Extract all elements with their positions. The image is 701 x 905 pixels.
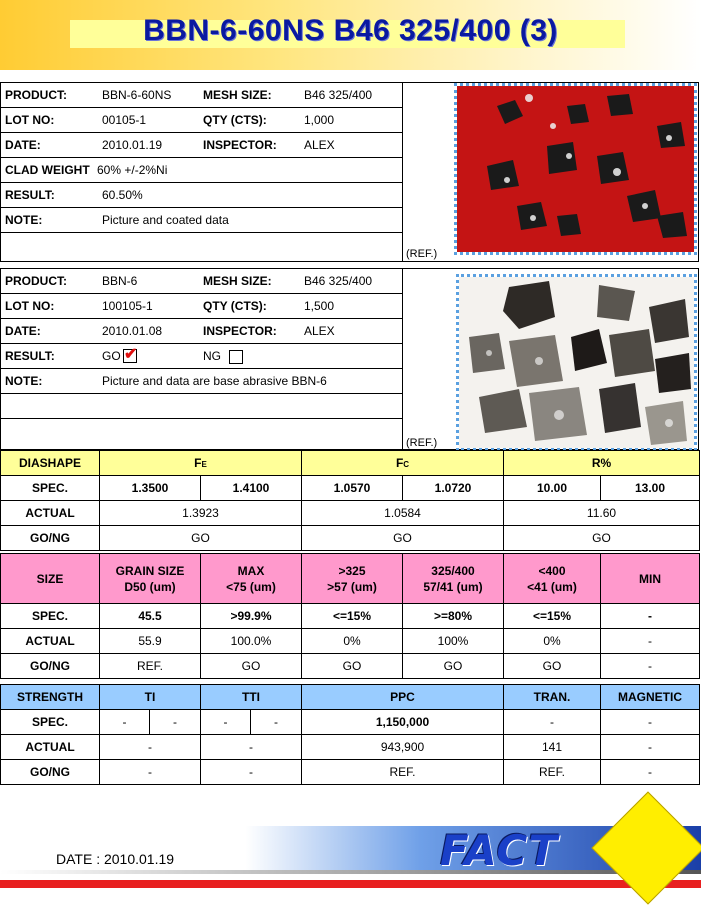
base-lot-label: LOT NO:	[5, 299, 55, 313]
base-result-label: RESULT:	[5, 349, 55, 363]
fact-logo: FACT	[440, 826, 558, 875]
note-value: Picture and coated data	[102, 213, 229, 227]
size-col-header	[403, 554, 504, 604]
base-note-value: Picture and data are base abrasive BBN-6	[102, 374, 327, 388]
r-header: R%	[504, 451, 700, 476]
actual-cell: 100%	[403, 629, 504, 654]
gong-cell: GO	[302, 654, 403, 679]
strength-header: STRENGTH	[1, 685, 100, 710]
spec-cell: 1.4100	[201, 476, 302, 501]
diashape-table	[0, 450, 700, 551]
actual-label: ACTUAL	[1, 501, 100, 526]
gong-label: GO/NG	[1, 526, 100, 551]
size-col-line1: 325/400	[431, 563, 475, 578]
inspector-label: INSPECTOR:	[203, 138, 277, 152]
fc-main: F	[395, 456, 404, 470]
base-date-value: 2010.01.08	[102, 324, 163, 338]
spec-cell: >=80%	[403, 604, 504, 629]
size-col-line2: <75 (um)	[226, 579, 276, 594]
gong-cell: REF.	[100, 654, 201, 679]
coated-grain-photo	[454, 83, 697, 255]
footer-date: DATE : 2010.01.19	[56, 851, 175, 867]
size-col-line2: >57 (um)	[327, 579, 377, 594]
base-grain-photo	[456, 274, 697, 451]
spec-cell: 1.0720	[403, 476, 504, 501]
spec-cell: >99.9%	[201, 604, 302, 629]
clad-weight-label: CLAD WEIGHT	[5, 163, 90, 177]
spec-cell: <=15%	[504, 604, 601, 629]
size-header: SIZE	[1, 554, 100, 604]
actual-cell: 1.0584	[302, 501, 504, 526]
spec-label: SPEC.	[1, 604, 100, 629]
spec-cell: 1.0570	[302, 476, 403, 501]
gong-cell: GO	[100, 526, 302, 551]
actual-label: ACTUAL	[1, 629, 100, 654]
spec-label: SPEC.	[1, 710, 100, 735]
base-date-label: DATE:	[5, 324, 41, 338]
gong-cell: REF.	[504, 760, 601, 785]
fc-sub: C	[403, 460, 410, 469]
spec-cell: 1,150,000	[302, 710, 504, 735]
gong-cell: -	[100, 760, 201, 785]
actual-cell: -	[601, 629, 700, 654]
note-label: NOTE:	[5, 213, 43, 227]
gong-cell: -	[201, 760, 302, 785]
gong-cell: GO	[201, 654, 302, 679]
size-col-header	[302, 554, 403, 604]
inspector-value: ALEX	[304, 138, 335, 152]
size-col-line2: 57/41 (um)	[423, 579, 483, 594]
size-col-line1: GRAIN SIZE	[115, 563, 185, 578]
size-col-line2: <41 (um)	[527, 579, 577, 594]
base-ref-label: (REF.)	[406, 437, 438, 449]
base-product-label: PRODUCT:	[5, 274, 67, 288]
spec-label: SPEC.	[1, 476, 100, 501]
mesh-value: B46 325/400	[304, 88, 373, 102]
fe-main: F	[194, 456, 202, 470]
spec-cell: -	[601, 604, 700, 629]
size-col-header	[504, 554, 601, 604]
gong-label: GO/NG	[1, 654, 100, 679]
lot-label: LOT NO:	[5, 113, 55, 127]
actual-cell: 0%	[504, 629, 601, 654]
product-value: BBN-6-60NS	[102, 88, 172, 102]
date-label: DATE:	[5, 138, 41, 152]
actual-cell: -	[601, 735, 700, 760]
lot-value: 00105-1	[102, 113, 147, 127]
actual-cell: 100.0%	[201, 629, 302, 654]
gong-cell: GO	[504, 526, 700, 551]
spec-cell: -	[100, 710, 150, 735]
base-qty-label: QTY (CTS):	[203, 299, 267, 313]
page-title: BBN-6-60NS B46 325/400 (3)	[143, 14, 558, 47]
spec-cell: <=15%	[302, 604, 403, 629]
actual-label: ACTUAL	[1, 735, 100, 760]
spec-cell: -	[201, 710, 251, 735]
diashape-header: DIASHAPE	[1, 451, 100, 476]
actual-cell: 141	[504, 735, 601, 760]
footer-red-stripe	[0, 880, 701, 888]
magnetic-header: MAGNETIC	[601, 685, 700, 710]
ng-checkbox[interactable]	[229, 350, 243, 364]
gong-cell: GO	[403, 654, 504, 679]
base-note-label: NOTE:	[5, 374, 43, 388]
base-inspector-value: ALEX	[304, 324, 335, 338]
base-qty-value: 1,500	[304, 299, 335, 313]
spec-cell: 45.5	[100, 604, 201, 629]
size-col-header: MIN	[601, 554, 700, 604]
ti-header: TI	[100, 685, 201, 710]
spec-cell: -	[150, 710, 201, 735]
spec-cell: -	[504, 710, 601, 735]
clad-weight-value: 60% +/-2%Ni	[97, 163, 168, 177]
go-label: GO	[102, 349, 121, 363]
result-value: 60.50%	[102, 188, 143, 202]
footer-divider	[0, 870, 701, 874]
date-value: 2010.01.19	[102, 138, 163, 152]
size-col-line2: D50 (um)	[124, 579, 176, 594]
spec-cell: 10.00	[504, 476, 601, 501]
actual-cell: -	[100, 735, 201, 760]
size-col-line1: >325	[338, 563, 366, 578]
base-mesh-value: B46 325/400	[304, 274, 373, 288]
size-col-header	[201, 554, 302, 604]
actual-cell: 11.60	[504, 501, 700, 526]
size-col-line1: MAX	[237, 563, 265, 578]
qty-label: QTY (CTS):	[203, 113, 267, 127]
actual-cell: 55.9	[100, 629, 201, 654]
gong-label: GO/NG	[1, 760, 100, 785]
ng-label: NG	[203, 349, 221, 363]
base-mesh-label: MESH SIZE:	[203, 274, 272, 288]
qty-value: 1,000	[304, 113, 335, 127]
base-inspector-label: INSPECTOR:	[203, 324, 277, 338]
gong-cell: -	[601, 760, 700, 785]
gong-cell: REF.	[302, 760, 504, 785]
size-table	[0, 553, 700, 679]
actual-cell: 1.3923	[100, 501, 302, 526]
mesh-label: MESH SIZE:	[203, 88, 272, 102]
fc-header	[302, 451, 504, 476]
base-product-value: BBN-6	[102, 274, 138, 288]
size-col-line1: <400	[538, 563, 566, 578]
ppc-header: PPC	[302, 685, 504, 710]
base-lot-value: 100105-1	[102, 299, 153, 313]
fe-header	[100, 451, 302, 476]
gong-cell: GO	[504, 654, 601, 679]
strength-table	[0, 684, 700, 785]
tti-header: TTI	[201, 685, 302, 710]
spec-cell: -	[251, 710, 302, 735]
gong-cell: GO	[302, 526, 504, 551]
gong-cell: -	[601, 654, 700, 679]
fe-sub: E	[201, 460, 207, 469]
product-label: PRODUCT:	[5, 88, 67, 102]
actual-cell: 943,900	[302, 735, 504, 760]
actual-cell: 0%	[302, 629, 403, 654]
spec-cell: -	[601, 710, 700, 735]
result-label: RESULT:	[5, 188, 55, 202]
checkmark-icon: ✔	[124, 346, 138, 363]
size-col-header	[100, 554, 201, 604]
spec-cell: 13.00	[601, 476, 700, 501]
tran-header: TRAN.	[504, 685, 601, 710]
actual-cell: -	[201, 735, 302, 760]
ref-label: (REF.)	[406, 248, 438, 260]
spec-cell: 1.3500	[100, 476, 201, 501]
